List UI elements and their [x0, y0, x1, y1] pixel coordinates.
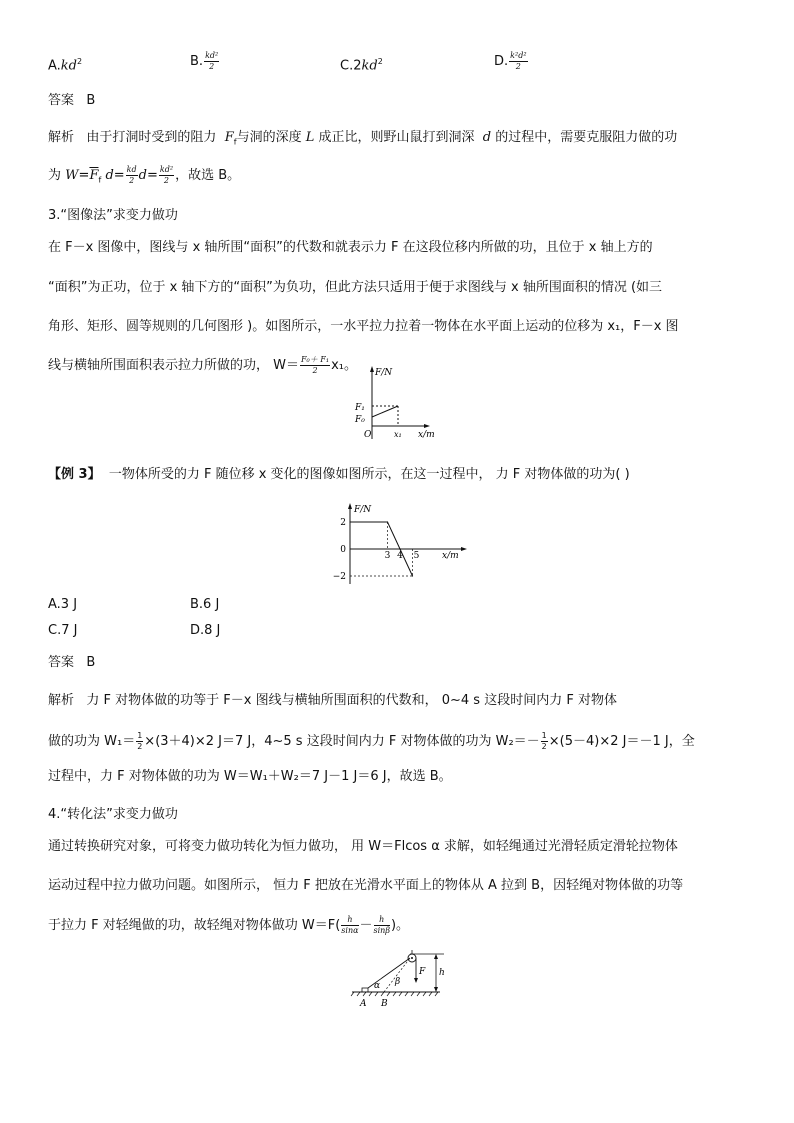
option-c: C.7 J	[48, 623, 78, 638]
choice-c: $C.2kd^2$	[340, 57, 383, 74]
section-3-paragraph-2: “面积”为正功，位于 x 轴下方的“面积”为负功，但此方法只适用于便于求图线与 x 轴所围面积的情况 (如三	[48, 280, 663, 295]
pulley-point-b: B	[381, 999, 388, 1009]
chart-x-tick-label: 3	[384, 551, 391, 561]
pulley-point-a: A	[360, 999, 367, 1009]
choice-d: D. $\frac{\text{k²d²}}{2}$	[494, 51, 527, 71]
chart-y-axis-label: F/N	[354, 505, 372, 515]
chart-x-tick-label: 4	[397, 551, 403, 561]
pulley-alpha-label: α	[374, 981, 381, 991]
section-4-paragraph-3: 于拉力 F 对轻绳做的功，故轻绳对物体做功 W＝F( $\frac{h}{\sin\alpha}$ － $\frac{h}{\sin\beta}$ )。	[48, 915, 410, 935]
analysis-2-line-3: 过程中，力 F 对物体做的功为 W＝W₁＋W₂＝7 J－1 J＝6 J，故选 B。	[48, 769, 452, 784]
option-b: B.6 J	[190, 597, 220, 612]
fig1-y-label: F/N	[375, 368, 393, 378]
f-x-area-figure	[350, 363, 460, 448]
section-4-heading: 4.“转化法”求变力做功	[48, 807, 178, 822]
example-tag: 【例 3】	[48, 467, 101, 482]
chart-y-tick-label: 2	[340, 518, 346, 528]
option-d: D.8 J	[190, 623, 221, 638]
pulley-height-label: h	[439, 968, 445, 978]
analysis-1-line-2: 为 $W=\overline{F}_f$ d= $\frac{kd}{2}$ d= $\frac{\text{kd²}}{2}$ ，故选 B。	[48, 165, 241, 185]
f-x-chart	[328, 500, 478, 588]
chart-x-tick-label: 5	[413, 551, 420, 561]
choice-b: B. $\frac{\text{kd²}}{2}$	[190, 51, 219, 71]
chart-y-tick-label: −2	[332, 572, 346, 582]
analysis-2-line-2: 做的功为 W₁＝ $\frac{1}{2}$ ×(3＋4)×2 J＝7 J，4~5 s 这段时间内力 F 对物体做的功为 W₂＝－ $\frac{1}{2}$ ×(5－4)×2 J＝－1 J，全	[48, 731, 695, 751]
chart-y-arrow	[348, 503, 352, 509]
section-3-heading: 3.“图像法”求变力做功	[48, 208, 178, 223]
analysis-1-line-1: 解析 由于打洞时受到的阻力 $F_f$与洞的深度 L 成正比，则野山鼠打到洞深 d 的过程中，需要克服阻力做的功	[48, 130, 678, 147]
pulley-beta-label: β	[395, 977, 401, 987]
pulley-force-label: F	[419, 967, 426, 977]
section-3-paragraph-4: 线与横轴所围面积表示拉力所做的功， W＝ $\frac{\text{F₀＋ F₁}}{2}$ x₁。	[48, 355, 357, 375]
answer-2: 答案 B	[48, 655, 96, 670]
fig1-f0-label: F₀	[355, 415, 365, 425]
chart-x-axis-label: x/m	[442, 551, 459, 561]
section-4-paragraph-1: 通过转换研究对象，可将变力做功转化为恒力做功， 用 W＝Flcos α 求解，如轻绳通过光滑轻质定滑轮拉物体	[48, 839, 678, 854]
section-3-paragraph-3: 角形、矩形、圆等规则的几何图形 )。如图所示，一水平拉力拉着一物体在水平面上运动的位移为 x₁，F－x 图	[48, 319, 679, 334]
chart-point	[399, 548, 400, 549]
answer-1: 答案 B	[48, 93, 96, 108]
fig1-x-label: x/m	[418, 430, 435, 440]
example-3: 【例 3】 一物体所受的力 F 随位移 x 变化的图像如图所示，在这一过程中， 力 F 对物体做的功为( )	[48, 467, 630, 482]
chart-y-tick-label: 0	[340, 545, 346, 555]
analysis-2-line-1: 解析 力 F 对物体做的功等于 F－x 图线与横轴所围面积的代数和， 0~4 s 这段时间内力 F 对物体	[48, 693, 617, 708]
chart-x-arrow	[461, 547, 467, 551]
pulley-figure	[348, 950, 448, 1012]
choice-a: $A.kd^2$	[48, 57, 83, 74]
section-4-paragraph-2: 运动过程中拉力做功问题。如图所示， 恒力 F 把放在光滑水平面上的物体从 A 拉到 B，因轻绳对物体做的功等	[48, 878, 684, 893]
fig1-x1-label: x₁	[394, 430, 402, 439]
fig1-origin-label: O	[364, 430, 372, 440]
fig1-f1-label: F₁	[355, 403, 365, 413]
option-a: A.3 J	[48, 597, 78, 612]
section-3-paragraph-1: 在 F－x 图像中，图线与 x 轴所围“面积”的代数和就表示力 F 在这段位移内所做的功，且位于 x 轴上方的	[48, 240, 653, 255]
chart-point	[349, 521, 350, 522]
